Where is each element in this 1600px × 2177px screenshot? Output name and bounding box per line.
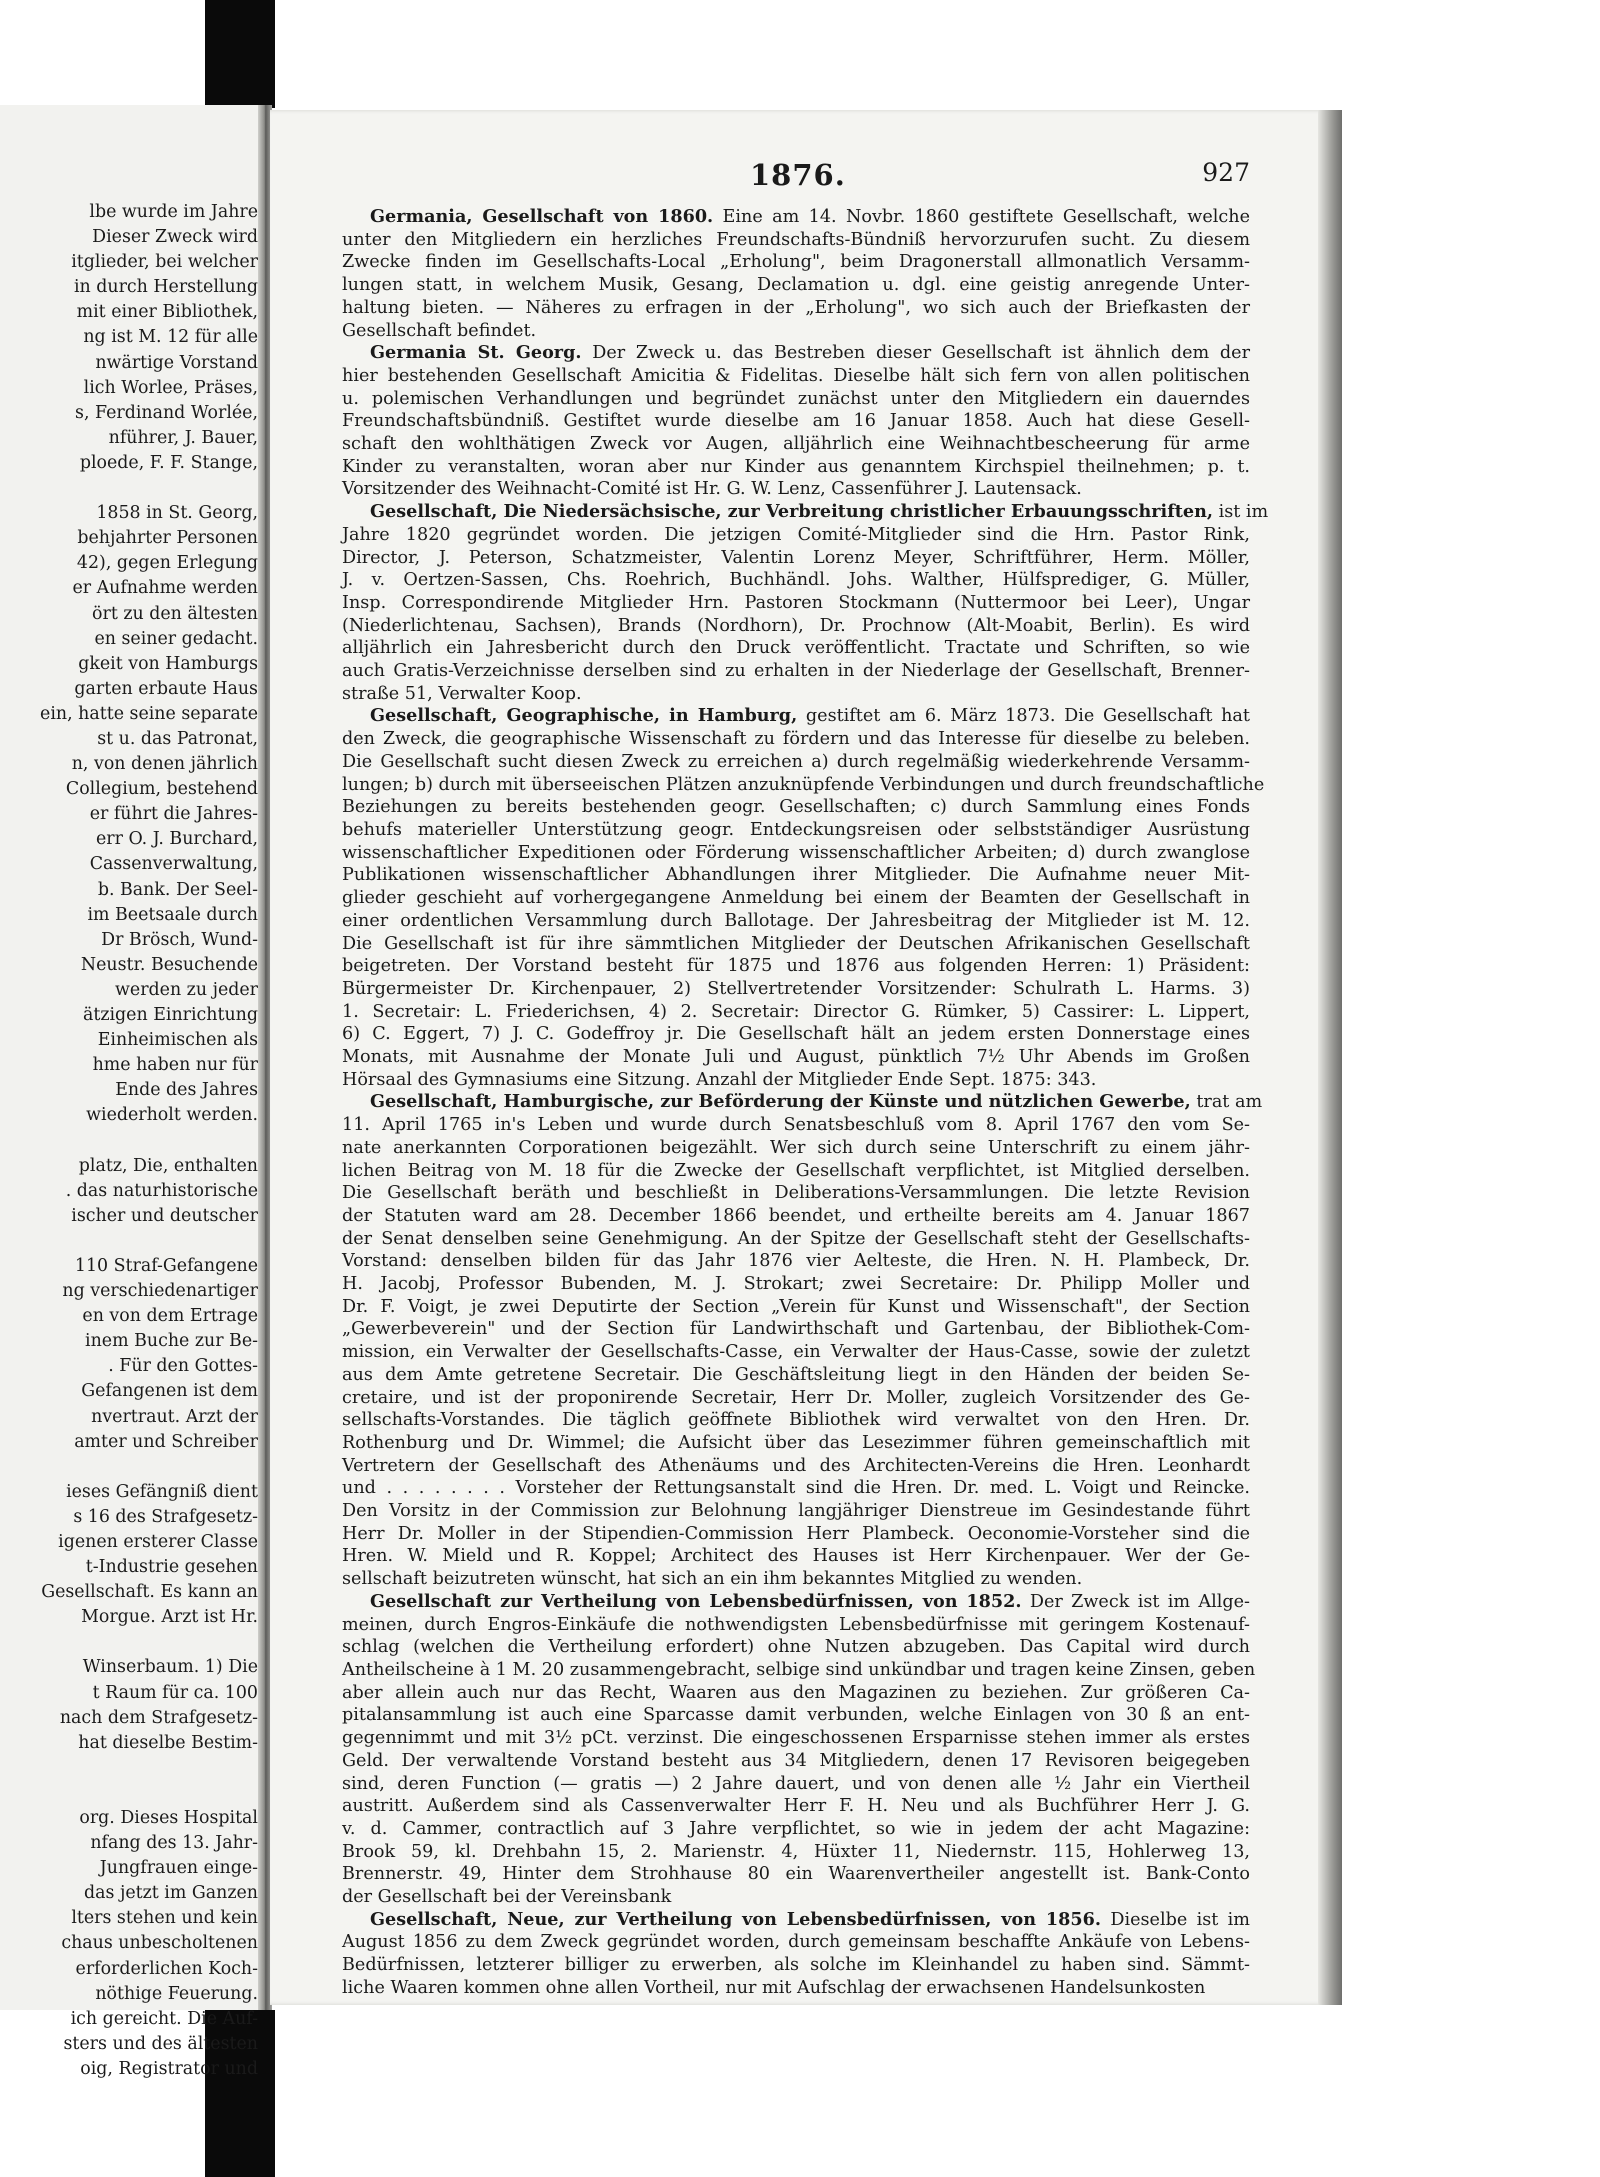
entry-line [342,1114,1250,1137]
entry-text: Insp. Correspondirende Mitglieder Hrn. Pastoren Stockmann (Nuttermoor bei Leer), Ungar [342,592,1250,613]
entry-text: Hren. W. Mield und R. Koppel; Architect des Hauses ist Herr Kirchenpauer. Wer der Ge- [342,1546,1250,1567]
entry-line [342,456,1250,479]
entry-text: August 1856 zu dem Zweck gegründet worden, durch gemeinsam beschaffte Ankäufe von Lebens- [342,1932,1250,1953]
entry-line [342,1682,1250,1705]
previous-page-line: lich Worlee, Präses, [83,377,258,398]
entry [342,1590,1256,1909]
entry-text: Bürgermeister Dr. Kirchenpauer, 2) Stellvertretender Vorsitzender: Schulrath L. Harms. 3) [342,978,1250,999]
entry-line [342,1931,1250,1954]
entry-heading: Gesellschaft zur Vertheilung von Lebensbedürfnissen, von 1852. [370,1590,1022,1612]
entry-line [342,501,1269,524]
entry-text: Hörsaal des Gymnasiums eine Sitzung. Anzahl der Mitglieder Ende Sept. 1875: 343. [342,1069,1097,1090]
entry-text: Gesellschaft befindet. [342,320,537,341]
previous-page-line: nfang des 13. Jahr- [90,1833,258,1854]
previous-page-line: 1858 in St. Georg, [96,503,258,524]
entry-line [342,864,1250,887]
previous-page-line: ich gereicht. Die Auf- [70,2008,258,2029]
page-header [270,158,1332,198]
entry-line [342,887,1250,910]
entry-line [342,1341,1250,1364]
entry-line [342,1727,1250,1750]
entry-line [342,910,1250,933]
entry [342,501,1269,705]
entry-heading: Germania, Gesellschaft von 1860. [370,206,714,227]
entry-line [342,592,1250,615]
entry-line [342,1318,1250,1341]
entry-text: schaft den wohlthätigen Zweck vor Augen, alljährlich eine Weihnachtbescheerung für arme [342,434,1250,455]
entry-text: schlag (welchen die Vertheilung erfordert) ohne Nutzen abzugeben. Das Capital wird durch [342,1637,1250,1658]
previous-page-line: chaus unbescholtenen [61,1933,258,1954]
previous-page-line: werden zu jeder [115,979,258,1000]
entry-line [342,1909,1250,1932]
entry [342,705,1265,1091]
entry-text: Freundschaftsbündniß. Gestiftet wurde dieselbe am 16 Januar 1858. Auch hat diese Gesell- [342,411,1250,432]
entry-heading: Gesellschaft, Neue, zur Vertheilung von Lebensbedürfnissen, von 1856. [370,1908,1101,1930]
entry-line [342,1773,1250,1796]
entry-text: Der Zweck ist im Allge- [1021,1591,1250,1612]
previous-page-line: ätzigen Einrichtung [82,1005,258,1025]
previous-page-line: Cassenverwaltung, [89,854,258,875]
entry-heading: Germania St. Georg. [370,342,582,364]
entry-text: einer ordentlichen Versammlung durch Ballotage. Der Jahresbeitrag der Mitglieder ist M. 12. [342,910,1250,931]
entry-text: auch Gratis-Verzeichnisse derselben sind zu erhalten in der Niederlage der Gesellschaft, Brenner- [342,661,1250,682]
entry-text: u. polemischen Verhandlungen und begründet zunächst unter den Mitgliedern ein dauerndes [342,388,1250,409]
entry-text: Publikationen wissenschaftlicher Abhandlungen ihrer Mitglieder. Die Aufnahme neuer Mit- [342,865,1250,886]
entry-text: austritt. Außerdem sind als Cassenverwalter Herr F. H. Neu und als Buchführer Herr J. G. [342,1796,1250,1817]
entry-line [342,1704,1250,1727]
page [270,110,1332,2005]
entry-text: Monats, mit Ausnahme der Monate Juli und August, pünktlich 7½ Uhr Abends im Großen [342,1047,1250,1068]
entry-text: trat am [1190,1092,1263,1113]
previous-page-line: . das naturhistorische [65,1180,258,1201]
previous-page-line: ng ist M. 12 für alle [83,327,258,348]
entry-line [342,1545,1250,1568]
previous-page-line: lters stehen und kein [71,1908,258,1929]
entry-text: Rothenburg und Dr. Wimmel; die Aufsicht über das Lesezimmer führen gemeinschaftlich mit [342,1432,1250,1453]
previous-page-line: nwärtige Vorstand [95,352,258,373]
entry-text: sind, deren Function (— gratis —) 2 Jahre dauert, und von denen alle ½ Jahr ein Viertheil [342,1773,1250,1794]
previous-page-text [0,200,258,2082]
entry-text: beigetreten. Der Vorstand besteht für 1875 und 1876 aus folgenden Herren: 1) Präsident: [342,956,1250,977]
entry-line [342,569,1250,592]
entry-line [342,1387,1250,1410]
entry [342,206,1250,342]
entry-text: glieder geschieht auf vorhergegangene Anmeldung bei einem der Beamten der Gesellschaft in [342,888,1250,909]
previous-page-line: ört zu den ältesten [92,603,258,624]
entry-text: 6) C. Eggert, 7) J. C. Godeffroy jr. Die Gesellschaft hält an jedem ersten Donnerstage eines [342,1024,1250,1045]
entry-line [342,1182,1250,1205]
previous-page-line: 42), gegen Erlegung [76,553,258,574]
entry-text: J. v. Oertzen-Sassen, Chs. Roehrich, Buchhändl. Johs. Walther, Hülfsprediger, G. Müller, [342,570,1250,591]
entry-text: hier bestehenden Gesellschaft Amicitia & Fidelitas. Dieselbe hält sich fern von allen politischen [342,365,1250,386]
entry-line [342,1023,1250,1046]
previous-page-line [0,1781,258,1806]
entry-text: unter den Mitgliedern ein herzliches Freundschafts-Bündniß hervorzurufen sucht. Zu diesem [342,229,1250,250]
entry-line [342,1523,1250,1546]
entry-line [342,615,1250,638]
entry-text: Brennerstr. 49, Hinter dem Strohhause 80 ein Waarenvertheiler angestellt ist. Bank-Conto [342,1864,1250,1885]
previous-page-line: Einheimischen als [97,1030,258,1051]
entry-text: den Zweck, die geographische Wissenschaft zu fördern und das Interesse für dieselbe zu beleben. [342,729,1250,750]
previous-page-line: err O. J. Burchard, [96,829,258,850]
entry-text: „Gewerbeverein" und der Section für Landwirthschaft und Gartenbau, der Bibliothek-Com- [342,1319,1250,1340]
entry-line [342,1477,1250,1500]
entry-text: Bedürfnissen, letzterer billiger zu erwerben, als solche im Kleinhandel zu haben sind. Sämmt- [342,1955,1250,1976]
previous-page-line: oig, Registrator und [80,2058,258,2079]
entry-text: gestiftet am 6. März 1873. Die Gesellschaft hat [797,706,1250,727]
entry-line [342,751,1250,774]
entry-text: Die Gesellschaft beräth und beschließt in Deliberations-Versammlungen. Die letzte Revision [342,1183,1250,1204]
previous-page-line: ieses Gefängniß dient [66,1481,258,1502]
previous-page-line: n, von denen jährlich [71,754,258,775]
entry-text: der Senat denselben seine Genehmigung. An der Spitze der Gesellschaft steht der Gesellschafts- [342,1228,1250,1249]
previous-page-line: itglieder, bei welcher [71,252,258,273]
entry-line [342,342,1250,365]
entry-line [342,1228,1250,1251]
entry-text: gegennimmt und mit 3½ pCt. verzinst. Die eingeschossenen Ersparnisse stehen immer als erstes [342,1728,1250,1749]
entry-heading: Gesellschaft, Geographische, in Hamburg, [370,705,798,727]
entry-line [342,1273,1250,1296]
entry-text: Den Vorsitz in der Commission zur Belohnung langjähriger Dienstreue im Gesindestande führt [342,1501,1250,1522]
previous-page-line: 110 Straf-Gefangene [74,1255,258,1276]
entry-line [342,660,1250,683]
entry-line [342,842,1250,865]
previous-page-line: nöthige Feuerung. [95,1983,258,2004]
entry-line [342,1500,1250,1523]
previous-page-line: Winserbaum. 1) Die [82,1657,258,1678]
entry-line [342,1568,1250,1591]
entry-text: pitalansammlung ist auch eine Sparcasse damit verbunden, welche Einlagen von 30 ß an ent- [342,1705,1250,1726]
entry-text: Vorstand: denselben bilden für das Jahr 1876 vier Aelteste, die Hren. N. H. Plambeck, Dr. [342,1251,1250,1272]
entry-line [342,1841,1250,1864]
entry-text: lungen; b) durch mit überseeischen Plätzen anzuknüpfende Verbindungen und durch freundschaftliche [342,774,1265,795]
previous-page-line: Neustr. Besuchende [80,954,258,975]
entry-text: Herr Dr. Moller in der Stipendien-Commission Herr Plambeck. Oeconomie-Vorsteher sind die [342,1523,1250,1544]
entry-text: Der Zweck u. das Bestreben dieser Gesellschaft ist ähnlich dem der [581,343,1250,364]
entry-text: Die Gesellschaft ist für ihre sämmtlichen Mitglieder der Deutschen Afrikanischen Gesellschaft [342,933,1250,954]
entry-line [342,1659,1256,1682]
entry-text: alljährlich ein Jahresbericht durch den Druck veröffentlicht. Tractate und Schriften, so wie [342,638,1250,659]
entry-text: H. Jacobj, Professor Bubenden, M. J. Strokart; zwei Secretaire: Dr. Philipp Moller und [342,1274,1250,1295]
previous-page-line [0,1229,258,1254]
entry-text: Kinder zu veranstalten, woran aber nur Kinder aus genanntem Kirchspiel theilnehmen; p. t. [342,456,1250,477]
entry-text: liche Waaren kommen ohne allen Vortheil, nur mit Aufschlag der erwachsenen Handelsunkosten [342,1977,1206,1998]
entry-line [342,1364,1250,1387]
entry-line [342,1977,1250,2000]
entry-text: meinen, durch Engros-Einkäufe die nothwendigsten Lebensbedürfnisse mit geringem Kostenauf- [342,1614,1250,1635]
previous-page-line [0,1756,258,1781]
entry-line [342,1432,1250,1455]
entry-text: Vorsitzender des Weihnacht-Comité ist Hr. G. W. Lenz, Cassenführer J. Lautensack. [342,479,1082,500]
previous-page-line: igenen ersterer Classe [58,1531,258,1552]
previous-page-line: platz, Die, enthalten [78,1155,258,1176]
previous-page-line [0,476,258,501]
previous-page-line: ploede, F. F. Stange, [79,452,258,473]
previous-page-fragment [0,105,262,2079]
entry-text: Eine am 14. Novbr. 1860 gestiftete Gesellschaft, welche [713,207,1250,227]
entry-line [342,547,1250,570]
previous-page-line: er Aufnahme werden [72,578,258,599]
previous-page-line: ischer und deutscher [71,1205,258,1226]
entry-line [342,1250,1250,1273]
previous-page-line: hat dieselbe Bestim- [78,1732,258,1753]
previous-page-line: st u. das Patronat, [97,728,258,749]
entry-line [342,1409,1250,1432]
entry-line [342,1205,1250,1228]
previous-page-line: s 16 des Strafgesetz- [73,1506,258,1527]
entry-heading: Gesellschaft, Hamburgische, zur Beförderung der Künste und nützlichen Gewerbe, [370,1091,1191,1113]
previous-page-line: lbe wurde im Jahre [89,202,258,222]
entry-line [342,705,1250,728]
entry-line [342,978,1250,1001]
previous-page-line: wiederholt werden. [86,1105,258,1126]
previous-page-line [0,1630,258,1655]
entry-line [342,1046,1250,1069]
previous-page-line: in durch Herstellung [73,277,258,298]
previous-page-line: Dr Brösch, Wund- [101,929,258,950]
entry-text: v. d. Cammer, contractlich auf 3 Jahre verpflichtet, so wie in jedem der acht Magazine: [342,1818,1250,1839]
previous-page-line: nführer, J. Bauer, [108,427,258,448]
entry-line [342,1818,1250,1841]
previous-page-line: ein, hatte seine separate [40,703,258,724]
previous-page-line: im Beetsaale durch [87,904,258,925]
entry-text: mission, ein Verwalter der Gesellschafts-Casse, ein Verwalter der Haus-Casse, sowie der zuletzt [342,1342,1250,1363]
entry-text: Die Gesellschaft sucht diesen Zweck zu erreichen a) durch regelmäßig wiederkehrende Versamm- [342,751,1250,772]
entry-text: cretaire, und ist der proponirende Secretair, Herr Dr. Moller, zugleich Vorsitzender des Ge- [342,1387,1250,1408]
entry-line [342,1069,1250,1092]
entry-text: aus dem Amte getretene Secretair. Die Geschäftsleitung liegt in den Händen der beiden Se- [342,1364,1250,1385]
entry-text: Zwecke finden im Gesellschafts-Local „Erholung", beim Dragonerstall allmonatlich Versamm- [342,252,1250,273]
previous-page-line: erforderlichen Koch- [75,1958,258,1979]
entry-line [342,955,1250,978]
entry-text: Dr. F. Voigt, je zwei Deputirte der Section „Verein für Kunst und Wissenschaft", der Section [342,1296,1250,1317]
entry-text: der Statuten ward am 28. December 1866 beendet, und ertheilte bereits am 4. Januar 1867 [342,1205,1250,1226]
previous-page-line: gkeit von Hamburgs [78,653,258,674]
entry-text: Jahre 1820 gegründet worden. Die jetzigen Comité-Mitglieder sind die Hrn. Pastor Rink, [342,524,1250,545]
previous-page-line: Morgue. Arzt ist Hr. [81,1607,258,1628]
entry-line [342,1455,1250,1478]
entry-line [342,1614,1250,1637]
previous-page-line: amter und Schreiber [74,1431,258,1452]
entry-line [342,774,1265,797]
entry-line [342,206,1250,229]
previous-page-line: org. Dieses Hospital [79,1808,258,1828]
entry [342,1909,1250,2000]
previous-page-line [0,1455,258,1480]
previous-page-line: behjahrter Personen [77,528,258,549]
previous-page-line: b. Bank. Der Seel- [97,879,258,900]
entry-line [342,320,1250,343]
entry-line [342,1795,1250,1818]
page-year: 1876. [750,158,846,192]
entry-line [342,1001,1250,1024]
entry-text: Dieselbe ist im [1101,1909,1250,1930]
entry-text: sellschaft beizutreten wünscht, hat sich an ein ihm bekanntes Mitglied zu wenden. [342,1569,1083,1590]
entry-text: Geld. Der verwaltende Vorstand besteht aus 34 Mitgliedern, denen 17 Revisoren beigegeben [342,1750,1250,1771]
entry-text: der Gesellschaft bei der Vereinsbank [342,1887,672,1908]
entry-line [342,388,1250,411]
previous-page-line: mit einer Bibliothek, [76,302,258,323]
entry-line [342,796,1250,819]
entry-text: nate anerkannten Corporationen beigezählt. Wer sich durch seine Unterschrift zu einem jähr- [342,1137,1250,1158]
previous-page-line: Ende des Jahres [115,1080,258,1101]
previous-page-line: nvertraut. Arzt der [91,1406,258,1427]
previous-page-line: das jetzt im Ganzen [84,1883,258,1904]
previous-page-line: garten erbaute Haus [74,678,258,699]
scan-bar-top [205,0,275,108]
entry-line [342,1954,1250,1977]
previous-page-line: nach dem Strafgesetz- [59,1707,258,1728]
previous-page-line: en seiner gedacht. [94,628,258,649]
entry-line [342,1091,1263,1114]
entry-line [342,524,1250,547]
entry-line [342,1636,1250,1659]
entry-text: ist im [1213,502,1269,523]
entry-line [342,1591,1250,1614]
previous-page-line: inem Buche zur Be- [85,1331,258,1352]
entry-text: 11. April 1765 in's Leben und wurde durch Senatsbeschluß vom 8. April 1767 den vom Se- [342,1115,1250,1136]
entry-line [342,229,1250,252]
entry-line [342,1886,1250,1909]
entry-line [342,637,1250,660]
entry-line [342,251,1250,274]
entry-line [342,819,1250,842]
entry-text: und . . . . . . . . Vorsteher der Rettungsanstalt sind die Hren. Dr. med. L. Voigt und Reincke. [342,1478,1250,1499]
previous-page-line: er führt die Jahres- [89,804,258,825]
previous-page-line: hme haben nur für [92,1055,258,1076]
previous-page-line: t-Industrie gesehen [85,1557,258,1578]
entry-line [342,728,1250,751]
entry-line [342,410,1250,433]
entry-line [342,1137,1250,1160]
previous-page-line: Gesellschaft. Es kann an [41,1582,258,1603]
entry-line [342,933,1250,956]
entry-text: Antheilscheine à 1 M. 20 zusammengebracht, selbige sind unkündbar und tragen keine Zinsen, geben [342,1660,1256,1680]
entry-line [342,1296,1250,1319]
entry-text: lungen statt, in welchem Musik, Gesang, Declamation u. dgl. eine geistig anregende Unter- [342,275,1250,296]
page-body [342,206,1269,2000]
entry-text: aber allein auch nur das Recht, Waaren aus den Magazinen zu beziehen. Zur größeren Ca- [342,1682,1250,1703]
previous-page-line: t Raum für ca. 100 [92,1682,258,1703]
entry-line [342,365,1250,388]
previous-page-line: en von dem Ertrage [82,1306,258,1327]
previous-page-line: ng verschiedenartiger [62,1281,258,1302]
entry-heading: Gesellschaft, Die Niedersächsische, zur Verbreitung christlicher Erbauungsschriften, [370,501,1214,523]
entry-text: Brook 59, kl. Drehbahn 15, 2. Marienstr. 4, Hüxter 11, Niedernstr. 115, Hohlerweg 13, [342,1841,1250,1862]
page-number: 927 [1202,158,1250,187]
entry-line [342,274,1250,297]
page-edge [1318,110,1342,2005]
entry-line [342,478,1250,501]
entry-text: straße 51, Verwalter Koop. [342,683,582,704]
entry-text: 1. Secretair: L. Friederichsen, 4) 2. Secretair: Director G. Rümker, 5) Cassirer: L. Lippert, [342,1001,1250,1022]
previous-page-line: Dieser Zweck wird [92,227,258,248]
entry-line [342,1750,1250,1773]
entry-text: wissenschaftlicher Expeditionen oder Förderung wissenschaftlicher Arbeiten; d) durch zwanglose [342,842,1250,863]
previous-page-line: Gefangenen ist dem [81,1381,258,1402]
entry-line [342,433,1250,456]
previous-page-line: Jungfrauen einge- [99,1858,258,1879]
entry-text: Vertretern der Gesellschaft des Athenäums und des Architecten-Vereins die Hren. Leonhardt [342,1455,1250,1476]
entry [342,342,1250,501]
previous-page-line: Collegium, bestehend [65,779,258,800]
previous-page-line: s, Ferdinand Worlée, [75,402,258,423]
entry-line [342,297,1250,320]
entry-text: (Niederlichtenau, Sachsen), Brands (Nordhorn), Dr. Prochnow (Alt-Moabit, Berlin). Es wird [342,615,1250,636]
entry-text: haltung bieten. — Näheres zu erfragen in der „Erholung", wo sich auch der Briefkasten der [342,297,1250,318]
entry-text: behufs materieller Unterstützung geogr. Entdeckungsreisen oder selbstständiger Ausrüstung [342,819,1250,840]
entry [342,1091,1263,1590]
previous-page-line [0,1128,258,1153]
entry-text: lichen Beitrag von M. 18 für die Zwecke der Gesellschaft verpflichtet, ist Mitglied derselben. [342,1160,1250,1181]
entry-text: Director, J. Peterson, Schatzmeister, Valentin Lorenz Meyer, Schriftführer, Herm. Möller, [342,547,1250,568]
entry-line [342,1160,1250,1183]
entry-line [342,683,1250,706]
entry-text: sellschafts-Vorstandes. Die täglich geöffnete Bibliothek wird verwaltet von den Hren. Dr. [342,1410,1250,1431]
entry-text: Beziehungen zu bereits bestehenden geogr. Gesellschaften; c) durch Sammlung eines Fonds [342,797,1250,818]
previous-page-line: sters und des ältesten [63,2033,258,2054]
entry-line [342,1863,1250,1886]
previous-page-line: . Für den Gottes- [108,1356,258,1377]
